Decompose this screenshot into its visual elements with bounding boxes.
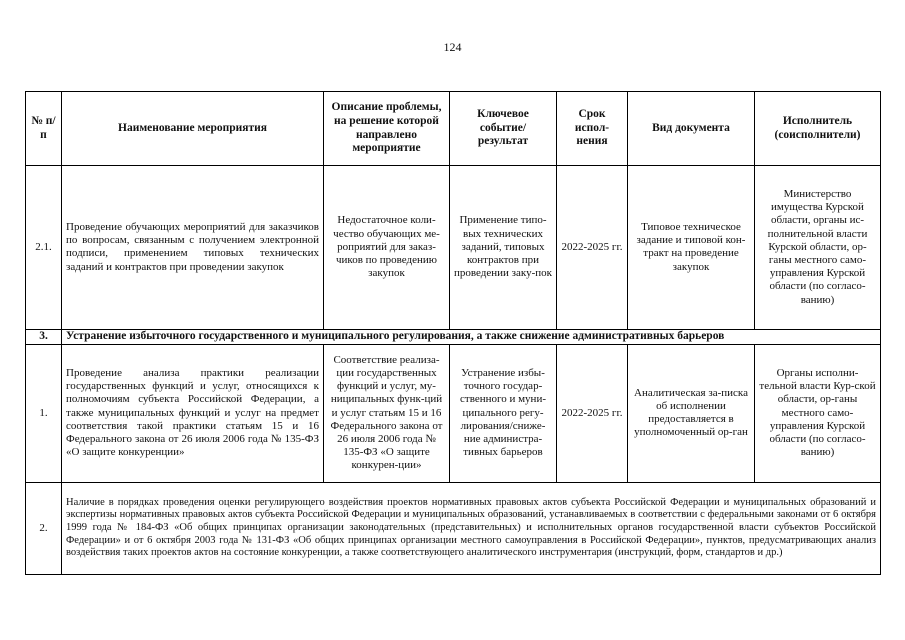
row-event: Применение типо-вых технических заданий, типовых контрактов при проведении заку-пок xyxy=(450,166,557,330)
row-text: Наличие в порядках проведения оценки регулирующего воздействия проектов нормативных правовых актов субъекта Российской Федерации и муниципальных образований и экспертизы нормативных правовых актов субъекта Российской Федерации и муниципальных образований, устанавливаемых в соответствии с федеральными законами от 6 октября 1999 года № 184-ФЗ «Об общих принципах организации законодательных (представительных) и исполнительных органов государственной власти субъектов Российской Федерации» и от 6 октября 2003 года № 131-ФЗ «Об общих принципах организации местного самоуправления в Российской Федерации», пунктов, предусматривающих анализ воздействия таких проектов актов на состояние конкуренции, а также соответствующего аналитического инструментария (инструкций, форм, стандартов и др.) xyxy=(62,482,881,574)
row-num: 1. xyxy=(26,344,62,482)
table-row xyxy=(26,166,881,330)
header-term: Срок испол-нения xyxy=(557,92,628,166)
header-executor: Исполнитель (соисполнители) xyxy=(755,92,881,166)
page-number: 124 xyxy=(443,40,462,54)
row-problem: Соответствие реализа-ции государственных функций и услуг, му-ниципальных функ-ций и услуг статьям 15 и 16 Федерального закона от 26 июля 2006 года № 135-ФЗ «О защите конкурен-ции» xyxy=(324,344,450,482)
row-executor: Органы исполни-тельной власти Кур-ской области, ор-ганы местного само-управления Курской области (по согласо-ванию) xyxy=(755,344,881,482)
row-term: 2022-2025 гг. xyxy=(557,166,628,330)
table-header-row xyxy=(26,92,881,166)
table-row xyxy=(26,344,881,482)
header-event: Ключевое событие/ результат xyxy=(450,92,557,166)
table-row xyxy=(26,482,881,574)
section-title: Устранение избыточного государственного и муниципального регулирования, а также снижение административных барьеров xyxy=(62,329,881,344)
row-problem: Недостаточное коли-чество обучающих ме-роприятий для заказ-чиков по проведению закупок xyxy=(324,166,450,330)
row-num: 2.1. xyxy=(26,166,62,330)
row-doc: Аналитическая за-писка об исполнении предоставляется в уполномоченный ор-ган xyxy=(628,344,755,482)
header-num: № п/п xyxy=(26,92,62,166)
measures-table xyxy=(25,91,881,575)
header-name: Наименование мероприятия xyxy=(62,92,324,166)
row-name: Проведение обучающих мероприятий для заказчиков по вопросам, связанным с получением электронной подписи, применением типовых технических заданий и контрактов при проведении закупок xyxy=(62,166,324,330)
row-num: 2. xyxy=(26,482,62,574)
header-problem: Описание проблемы, на решение которой направлено мероприятие xyxy=(324,92,450,166)
row-term: 2022-2025 гг. xyxy=(557,344,628,482)
section-num: 3. xyxy=(26,329,62,344)
header-doc: Вид документа xyxy=(628,92,755,166)
section-row xyxy=(26,329,881,344)
row-executor: Министерство имущества Курской области, органы ис-полнительной власти Курской области, ор-ганы местного само-управления Курской области (по согласо-ванию) xyxy=(755,166,881,330)
row-doc: Типовое техническое задание и типовой кон-тракт на проведение закупок xyxy=(628,166,755,330)
row-event: Устранение избы-точного государ-ственного и муни-ципального регу-лирования/сниже-ние администра-тивных барьеров xyxy=(450,344,557,482)
row-name: Проведение анализа практики реализации государственных функций и услуг, относящихся к полномочиям субъекта Российской Федерации, а также муниципальных функций и услуг на предмет соответствия такой практики статьям 15 и 16 Федерального закона от 26 июля 2006 года № 135-ФЗ «О защите конкуренции» xyxy=(62,344,324,482)
